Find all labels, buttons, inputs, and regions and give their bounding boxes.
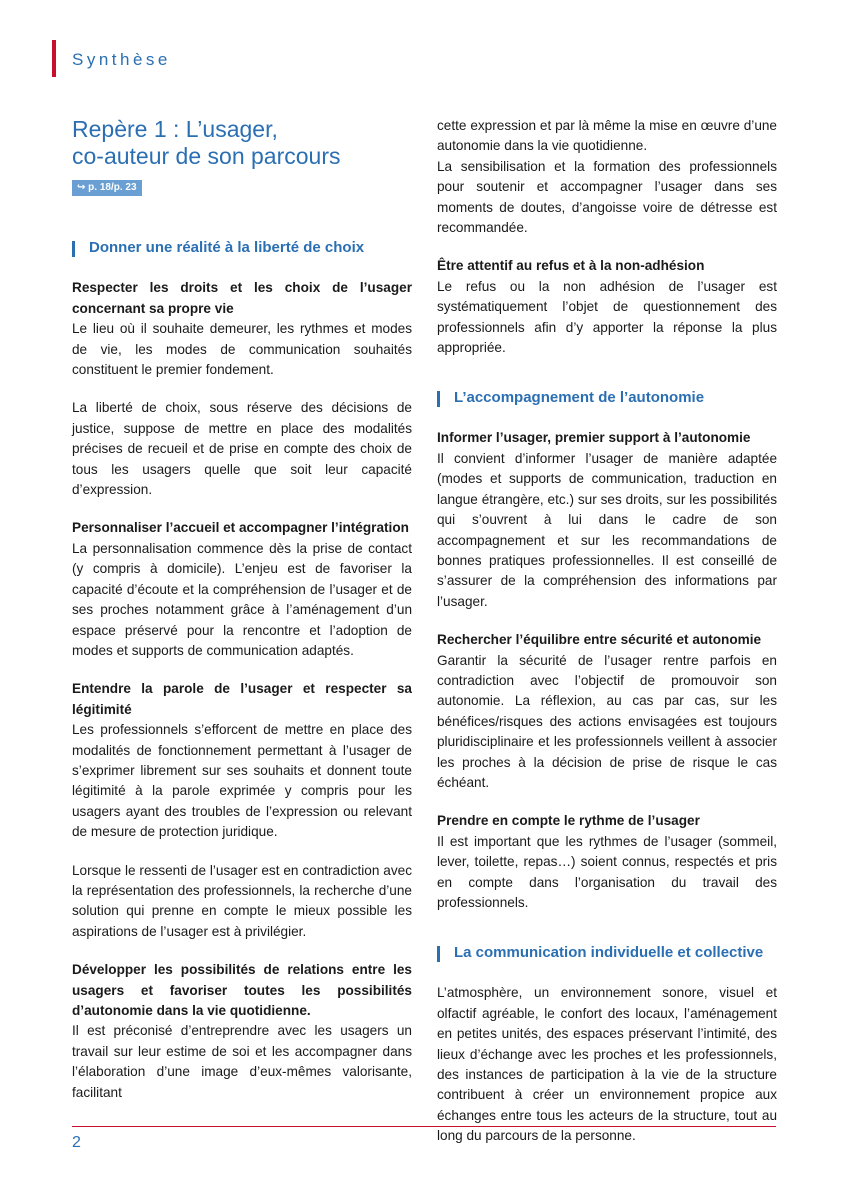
page-reference-link[interactable]: ↪ p. 18/p. 23 xyxy=(72,180,142,196)
paragraph: La sensibilisation et la formation des professionnels pour soutenir et accompagner l’usager dans ses moments de doutes, d’angoisse voire de détresse est recommandée. xyxy=(437,158,777,236)
paragraph: Les professionnels s’efforcent de mettre en place des modalités de fonctionnement permettant à l’usager de s’exprimer librement sur ses souhaits et donnent toute légitimité à la parole exprimée y compris pour les usagers ayant des troubles de l’expression ou relevant de mesure de protection juridique. xyxy=(72,722,412,840)
subheading-informer-usager: Informer l’usager, premier support à l’autonomie xyxy=(437,430,751,446)
running-head: Synthèse xyxy=(72,50,171,69)
subheading-rythme-usager: Prendre en compte le rythme de l’usager xyxy=(437,813,700,829)
page-title xyxy=(72,116,412,170)
section-heading-liberte-choix: Donner une réalité à la liberté de choix xyxy=(72,238,412,258)
subheading-entendre-parole: Entendre la parole de l’usager et respecter sa légitimité xyxy=(72,681,412,717)
page-number: 2 xyxy=(72,1134,81,1151)
footer-rule xyxy=(72,1126,776,1127)
left-column xyxy=(72,116,412,1103)
section-heading-autonomie: L’accompagnement de l’autonomie xyxy=(437,388,777,408)
paragraph: Garantir la sécurité de l’usager rentre parfois en contradiction avec l’objectif de promouvoir son autonomie. La réflexion, au cas par cas, sur les bénéfices/risques des actions envisagées est toujours pluridisciplinaire et les professionnels veillent à associer les proches à la décision de prise de risque le cas échéant. xyxy=(437,652,777,790)
subheading-securite-autonomie: Rechercher l’équilibre entre sécurité et autonomie xyxy=(437,632,762,648)
paragraph: La personnalisation commence dès la prise de contact (y compris à domicile). L’enjeu est de favoriser la capacité d’écoute et la compréhension de l’usager et de ses proches notamment grâce à l’aménagement d’un espace préservé pour la rencontre et l’adoption de modes et supports de communication adaptés. xyxy=(72,540,412,658)
paragraph: Lorsque le ressenti de l’usager est en contradiction avec la représentation des professionnels, la recherche d’une solution qui prenne en compte le mieux possible les aspirations de l’usager est à privilégier. xyxy=(72,862,412,939)
paragraph: Il est important que les rythmes de l’usager (sommeil, lever, toilette, repas…) soient connus, respectés et pris en compte dans l’organisation du travail des professionnels. xyxy=(437,833,777,910)
title-line-1: Repère 1 : L’usager, xyxy=(72,116,278,142)
subheading-developper-relations: Développer les possibilités de relations entre les usagers et favoriser toutes les possibilités d’autonomie dans la vie quotidienne. xyxy=(72,962,412,1018)
paragraph: Le lieu où il souhaite demeurer, les rythmes et modes de vie, les modes de communication souhaités constituent le premier fondement. xyxy=(72,321,412,378)
paragraph: L’atmosphère, un environnement sonore, visuel et olfactif agréable, le confort des locaux, l’aménagement en petites unités, des espaces préservant l’intimité, des lieux d’échange avec les proches et les professionnels, des instances de participation à la vie de la structure contribuent à créer un environnement propice aux échanges entre tous les acteurs de la structure, tout au long du parcours de la personne. xyxy=(437,985,777,1144)
right-column xyxy=(437,116,777,1147)
paragraph: cette expression et par là même la mise en œuvre d’une autonomie dans la vie quotidienne. xyxy=(437,118,777,154)
title-line-2: co-auteur de son parcours xyxy=(72,143,341,169)
subheading-personnaliser-accueil: Personnaliser l’accueil et accompagner l’intégration xyxy=(72,520,409,536)
section-heading-communication: La communication individuelle et collective xyxy=(437,943,777,963)
paragraph: La liberté de choix, sous réserve des décisions de justice, suppose de mettre en place des modalités précises de recueil et de prise en compte des choix de tous les usagers quelle que soit leur capacité d’expression. xyxy=(72,400,412,498)
paragraph: Il est préconisé d’entreprendre avec les usagers un travail sur leur estime de soi et les accompagner dans l’élaboration d’une image d’eux-mêmes valorisante, facilitant xyxy=(72,1023,412,1100)
paragraph: Le refus ou la non adhésion de l’usager est systématiquement l’objet de questionnement des professionnels afin d’y apporter la réponse la plus appropriée. xyxy=(437,278,777,356)
subheading-respecter-droits: Respecter les droits et les choix de l’usager concernant sa propre vie xyxy=(72,280,412,316)
header-accent-bar xyxy=(52,40,56,77)
paragraph: Il convient d’informer l’usager de manière adaptée (modes et supports de communication, traduction en langue étrangère, etc.) sur ses droits, sur les possibilités qui s’ouvrent à lui dans le cadre de son accompagnement et sur les recommandations de bonnes pratiques professionnelles. Il est conseillé de s’assurer de la compréhension des informations par l’usager. xyxy=(437,450,777,609)
subheading-refus-non-adhesion: Être attentif au refus et à la non-adhésion xyxy=(437,258,705,274)
